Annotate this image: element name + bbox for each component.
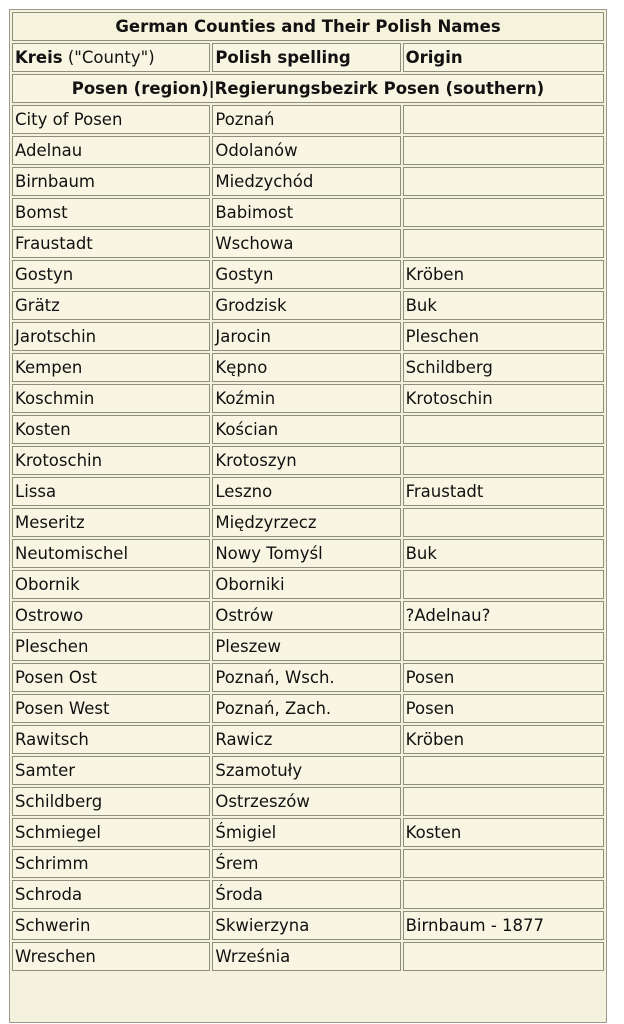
cell-polish: Września xyxy=(212,942,400,971)
header-kreis-rest: ("County") xyxy=(62,48,155,67)
cell-origin xyxy=(403,787,604,816)
cell-origin xyxy=(403,942,604,971)
header-polish: Polish spelling xyxy=(212,43,400,72)
cell-kreis: Fraustadt xyxy=(12,229,210,258)
table-row xyxy=(12,880,604,909)
cell-polish: Kościan xyxy=(212,415,400,444)
section-heading: Posen (region)|Regierungsbezirk Posen (southern) xyxy=(12,74,604,103)
cell-origin: Kröben xyxy=(403,260,604,289)
table-row xyxy=(12,167,604,196)
cell-kreis: Meseritz xyxy=(12,508,210,537)
table-row xyxy=(12,942,604,971)
cell-origin: Schildberg xyxy=(403,353,604,382)
cell-polish: Pleszew xyxy=(212,632,400,661)
cell-kreis: Jarotschin xyxy=(12,322,210,351)
table-row xyxy=(12,849,604,878)
cell-kreis: Samter xyxy=(12,756,210,785)
cell-polish: Kępno xyxy=(212,353,400,382)
section-row xyxy=(12,74,604,103)
cell-polish: Ostrów xyxy=(212,601,400,630)
table-row xyxy=(12,322,604,351)
table-row xyxy=(12,260,604,289)
table-row xyxy=(12,632,604,661)
cell-polish: Miedzychód xyxy=(212,167,400,196)
cell-kreis: Schmiegel xyxy=(12,818,210,847)
table-row xyxy=(12,198,604,227)
cell-polish: Szamotuły xyxy=(212,756,400,785)
title-row xyxy=(12,12,604,41)
table-row xyxy=(12,353,604,382)
cell-polish: Międzyrzecz xyxy=(212,508,400,537)
cell-kreis: Kosten xyxy=(12,415,210,444)
table-row xyxy=(12,105,604,134)
cell-origin xyxy=(403,229,604,258)
cell-origin: Krotoschin xyxy=(403,384,604,413)
cell-origin: Posen xyxy=(403,663,604,692)
header-kreis xyxy=(12,43,210,72)
cell-polish: Śmigiel xyxy=(212,818,400,847)
cell-origin xyxy=(403,508,604,537)
cell-kreis: Gostyn xyxy=(12,260,210,289)
cell-origin xyxy=(403,167,604,196)
table-row xyxy=(12,818,604,847)
table-title: German Counties and Their Polish Names xyxy=(12,12,604,41)
cell-kreis: Rawitsch xyxy=(12,725,210,754)
cell-kreis: Ostrowo xyxy=(12,601,210,630)
header-row xyxy=(12,43,604,72)
cell-polish: Krotoszyn xyxy=(212,446,400,475)
cell-origin: Buk xyxy=(403,539,604,568)
cell-origin: Pleschen xyxy=(403,322,604,351)
table-row xyxy=(12,601,604,630)
cell-polish: Rawicz xyxy=(212,725,400,754)
cell-origin xyxy=(403,446,604,475)
cell-polish: Poznań xyxy=(212,105,400,134)
cell-kreis: Schildberg xyxy=(12,787,210,816)
cell-origin xyxy=(403,632,604,661)
table-row xyxy=(12,570,604,599)
cell-polish: Środa xyxy=(212,880,400,909)
cell-kreis: Neutomischel xyxy=(12,539,210,568)
cell-origin: Kröben xyxy=(403,725,604,754)
cell-origin: ?Adelnau? xyxy=(403,601,604,630)
cell-kreis: Bomst xyxy=(12,198,210,227)
cell-polish: Wschowa xyxy=(212,229,400,258)
cell-kreis: City of Posen xyxy=(12,105,210,134)
table-row xyxy=(12,508,604,537)
table-row xyxy=(12,539,604,568)
cell-kreis: Pleschen xyxy=(12,632,210,661)
cell-origin: Birnbaum - 1877 xyxy=(403,911,604,940)
cell-kreis: Schwerin xyxy=(12,911,210,940)
cell-origin: Kosten xyxy=(403,818,604,847)
table-row xyxy=(12,477,604,506)
cell-origin: Buk xyxy=(403,291,604,320)
cell-polish: Leszno xyxy=(212,477,400,506)
header-kreis-bold: Kreis xyxy=(15,48,63,67)
cell-kreis: Posen Ost xyxy=(12,663,210,692)
cell-polish: Ostrzeszów xyxy=(212,787,400,816)
cell-polish: Odolanów xyxy=(212,136,400,165)
table-row xyxy=(12,446,604,475)
cell-origin: Fraustadt xyxy=(403,477,604,506)
table-row xyxy=(12,756,604,785)
cell-kreis: Schroda xyxy=(12,880,210,909)
table-row xyxy=(12,663,604,692)
cell-polish: Skwierzyna xyxy=(212,911,400,940)
table-row xyxy=(12,384,604,413)
cell-origin xyxy=(403,415,604,444)
cell-origin xyxy=(403,198,604,227)
cell-kreis: Lissa xyxy=(12,477,210,506)
table-row xyxy=(12,291,604,320)
table-row xyxy=(12,136,604,165)
cell-kreis: Krotoschin xyxy=(12,446,210,475)
cell-polish: Nowy Tomyśl xyxy=(212,539,400,568)
cell-polish: Oborniki xyxy=(212,570,400,599)
table-row xyxy=(12,787,604,816)
cell-polish: Poznań, Zach. xyxy=(212,694,400,723)
counties-table xyxy=(10,10,606,973)
table-row xyxy=(12,229,604,258)
cell-polish: Gostyn xyxy=(212,260,400,289)
cell-kreis: Kempen xyxy=(12,353,210,382)
header-origin: Origin xyxy=(403,43,604,72)
cell-kreis: Grätz xyxy=(12,291,210,320)
table-row xyxy=(12,725,604,754)
cell-polish: Poznań, Wsch. xyxy=(212,663,400,692)
cell-origin xyxy=(403,570,604,599)
cell-origin xyxy=(403,105,604,134)
cell-polish: Babimost xyxy=(212,198,400,227)
table-body xyxy=(12,105,604,971)
cell-origin xyxy=(403,756,604,785)
cell-polish: Jarocin xyxy=(212,322,400,351)
cell-polish: Koźmin xyxy=(212,384,400,413)
cell-origin: Posen xyxy=(403,694,604,723)
cell-kreis: Adelnau xyxy=(12,136,210,165)
table-row xyxy=(12,415,604,444)
cell-kreis: Obornik xyxy=(12,570,210,599)
cell-origin xyxy=(403,880,604,909)
cell-kreis: Wreschen xyxy=(12,942,210,971)
table-row xyxy=(12,694,604,723)
cell-kreis: Koschmin xyxy=(12,384,210,413)
cell-polish: Grodzisk xyxy=(212,291,400,320)
cell-kreis: Schrimm xyxy=(12,849,210,878)
cell-origin xyxy=(403,136,604,165)
cell-kreis: Posen West xyxy=(12,694,210,723)
table-frame xyxy=(9,9,607,1023)
table-row xyxy=(12,911,604,940)
cell-kreis: Birnbaum xyxy=(12,167,210,196)
cell-origin xyxy=(403,849,604,878)
cell-polish: Śrem xyxy=(212,849,400,878)
